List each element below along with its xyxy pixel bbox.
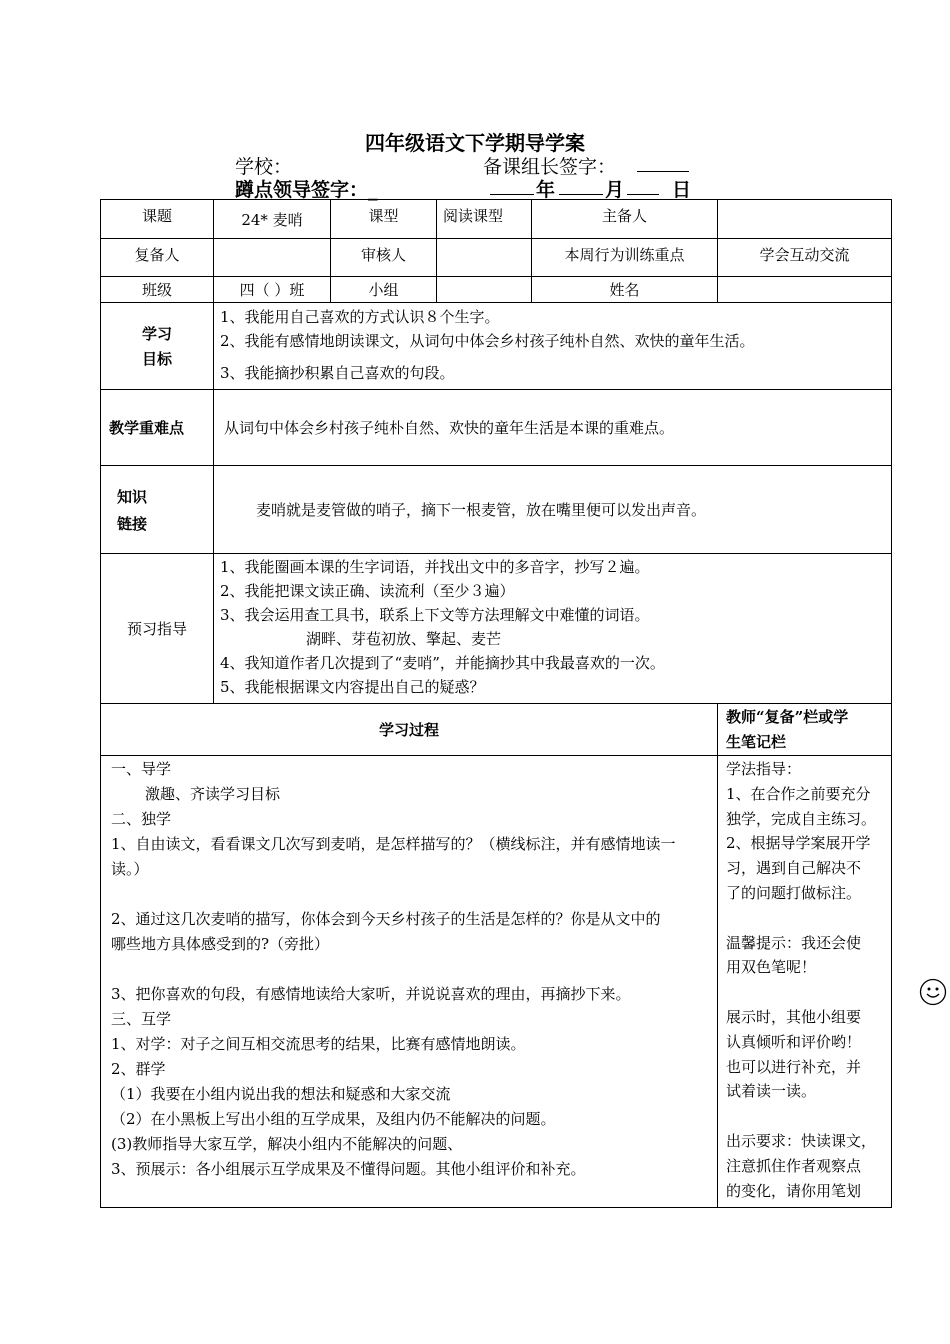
process-line: 哪些地方具体感受到的?（旁批） bbox=[111, 935, 330, 953]
note-line: 也可以进行补充，并 bbox=[726, 1057, 862, 1076]
co-preparer-label: 复备人 bbox=[101, 239, 214, 277]
goals-label-line-2: 目标 bbox=[141, 350, 172, 368]
preview-item: 5、我能根据课文内容提出自己的疑惑？ bbox=[220, 678, 485, 696]
preview-item: 3、我会运用查工具书，联系上下文等方法理解文中难懂的词语。 bbox=[220, 606, 650, 624]
goals-label bbox=[101, 303, 214, 390]
type-value: 阅读课型 bbox=[437, 200, 532, 239]
leader-signature-label: 备课组长签字： bbox=[483, 156, 617, 178]
name-value[interactable] bbox=[718, 277, 892, 303]
weekly-focus-value: 学会互动交流 bbox=[718, 239, 892, 277]
note-line: 了的问题打做标注。 bbox=[726, 883, 862, 902]
difficulty-text: 从词句中体会乡村孩子纯朴自然、欢快的童年生活是本课的重难点。 bbox=[214, 390, 892, 466]
leader-signature-line[interactable] bbox=[637, 153, 689, 172]
goals-label-line-1: 学习 bbox=[141, 325, 172, 343]
notes-content bbox=[718, 756, 892, 1208]
reviewer-label: 审核人 bbox=[331, 239, 437, 277]
preview-vocab: 湖畔、芽苞初放、擎起、麦芒 bbox=[306, 630, 502, 648]
month-line[interactable] bbox=[559, 176, 603, 195]
note-line: 习，遇到自己解决不 bbox=[726, 859, 862, 878]
name-label: 姓名 bbox=[532, 277, 718, 303]
main-preparer-label: 主备人 bbox=[532, 200, 718, 239]
process-line: 二、独学 bbox=[111, 810, 172, 828]
goals-content bbox=[214, 303, 892, 390]
note-line bbox=[726, 980, 885, 1005]
process-line: 读。） bbox=[111, 860, 149, 878]
process-line: （1）我要在小组内说出我的想法和疑惑和大家交流 bbox=[111, 1085, 451, 1103]
preview-item: 1、我能圈画本课的生字词语，并找出文中的多音字，抄写２遍。 bbox=[220, 558, 650, 576]
class-label: 班级 bbox=[101, 277, 214, 303]
school-label: 学校： bbox=[235, 156, 293, 178]
main-preparer-value[interactable] bbox=[718, 200, 892, 239]
note-line: 1、在合作之前要充分 bbox=[726, 784, 871, 803]
knowledge-label-line-2: 链接 bbox=[117, 514, 148, 533]
day-line[interactable] bbox=[627, 176, 659, 195]
note-line: 用双色笔呢！ bbox=[726, 958, 817, 977]
knowledge-label bbox=[101, 466, 214, 554]
class-value[interactable]: 四（ ）班 bbox=[214, 277, 331, 303]
month-label: 月 bbox=[605, 179, 625, 201]
process-line: 1、自由读文，看看课文几次写到麦哨，是怎样描写的？（横线标注，并有感情地读一 bbox=[111, 835, 676, 853]
reviewer-value[interactable] bbox=[437, 239, 532, 277]
knowledge-text: 麦哨就是麦管做的哨子，摘下一根麦管，放在嘴里便可以发出声音。 bbox=[214, 466, 892, 554]
process-line bbox=[111, 882, 711, 907]
process-content bbox=[101, 756, 718, 1208]
process-line: 激趣、齐读学习目标 bbox=[145, 785, 281, 803]
topic-label: 课题 bbox=[101, 200, 214, 239]
notes-header bbox=[718, 704, 892, 756]
day-label: 日 bbox=[672, 179, 692, 201]
year-label: 年 bbox=[536, 179, 556, 201]
process-line: 2、群学 bbox=[111, 1060, 166, 1078]
knowledge-label-line-1: 知识 bbox=[117, 487, 148, 506]
preview-content bbox=[214, 554, 892, 704]
note-line: 展示时，其他小组要 bbox=[726, 1007, 862, 1026]
visit-leader-signature-label: 蹲点领导签字：_ bbox=[235, 179, 378, 201]
group-label: 小组 bbox=[331, 277, 437, 303]
goal-item: 3、我能摘抄积累自己喜欢的句段。 bbox=[220, 364, 455, 382]
note-line: 2、根据导学案展开学 bbox=[726, 834, 871, 853]
process-line: 一、导学 bbox=[111, 760, 172, 778]
process-line: 3、预展示：各小组展示互学成果及不懂得问题。其他小组评价和补充。 bbox=[111, 1160, 586, 1178]
year-line[interactable] bbox=[490, 176, 534, 195]
group-value[interactable] bbox=[437, 277, 532, 303]
notes-header-line-2: 生笔记栏 bbox=[726, 732, 787, 751]
note-line: 认真倾听和评价哟！ bbox=[726, 1032, 862, 1051]
note-line: 试着读一读。 bbox=[726, 1082, 817, 1101]
weekly-focus-label: 本周行为训练重点 bbox=[532, 239, 718, 277]
process-line: （2）在小黑板上写出小组的互学成果，及组内仍不能解决的问题。 bbox=[111, 1110, 556, 1128]
note-line: 温馨提示：我还会使 bbox=[726, 933, 862, 952]
note-line: 的变化，请你用笔划 bbox=[726, 1181, 862, 1200]
note-line bbox=[726, 906, 885, 931]
process-line: (3)教师指导大家互学，解决小组内不能解决的问题、 bbox=[111, 1135, 463, 1153]
process-line: 3、把你喜欢的句段，有感情地读给大家听，并说说喜欢的理由，再摘抄下来。 bbox=[111, 985, 631, 1003]
preview-label: 预习指导 bbox=[101, 554, 214, 704]
notes-header-line-1: 教师“复备”栏或学 bbox=[726, 707, 849, 726]
topic-value: 24* 麦哨 bbox=[214, 200, 331, 239]
note-line: 学法指导： bbox=[726, 760, 802, 778]
preview-item: 4、我知道作者几次提到了“麦哨”，并能摘抄其中我最喜欢的一次。 bbox=[220, 654, 665, 672]
process-line: 2、通过这几次麦哨的描写，你体会到今天乡村孩子的生活是怎样的？你是从文中的 bbox=[111, 910, 661, 928]
smiley-icon bbox=[919, 978, 947, 1006]
process-line bbox=[111, 957, 711, 982]
co-preparer-value[interactable] bbox=[214, 239, 331, 277]
study-plan-table bbox=[100, 199, 892, 1208]
process-line: 三、互学 bbox=[111, 1010, 172, 1028]
type-label: 课型 bbox=[331, 200, 437, 239]
difficulty-label: 教学重难点 bbox=[101, 390, 214, 466]
note-line: 独学，完成自主练习。 bbox=[726, 809, 877, 828]
goal-item: 2、我能有感情地朗读课文，从词句中体会乡村孩子纯朴自然、欢快的童年生活。 bbox=[220, 332, 755, 350]
note-line: 出示要求：快读课文， bbox=[726, 1131, 877, 1150]
process-line: 1、对学：对子之间互相交流思考的结果，比赛有感情地朗读。 bbox=[111, 1035, 526, 1053]
page-title: 四年级语文下学期导学案 bbox=[365, 131, 585, 155]
preview-item: 2、我能把课文读正确、读流利（至少３遍） bbox=[220, 582, 515, 600]
note-line bbox=[726, 1104, 885, 1129]
process-header: 学习过程 bbox=[101, 704, 718, 756]
note-line: 注意抓住作者观察点 bbox=[726, 1156, 862, 1175]
goal-item: 1、我能用自己喜欢的方式认识８个生字。 bbox=[220, 308, 500, 326]
